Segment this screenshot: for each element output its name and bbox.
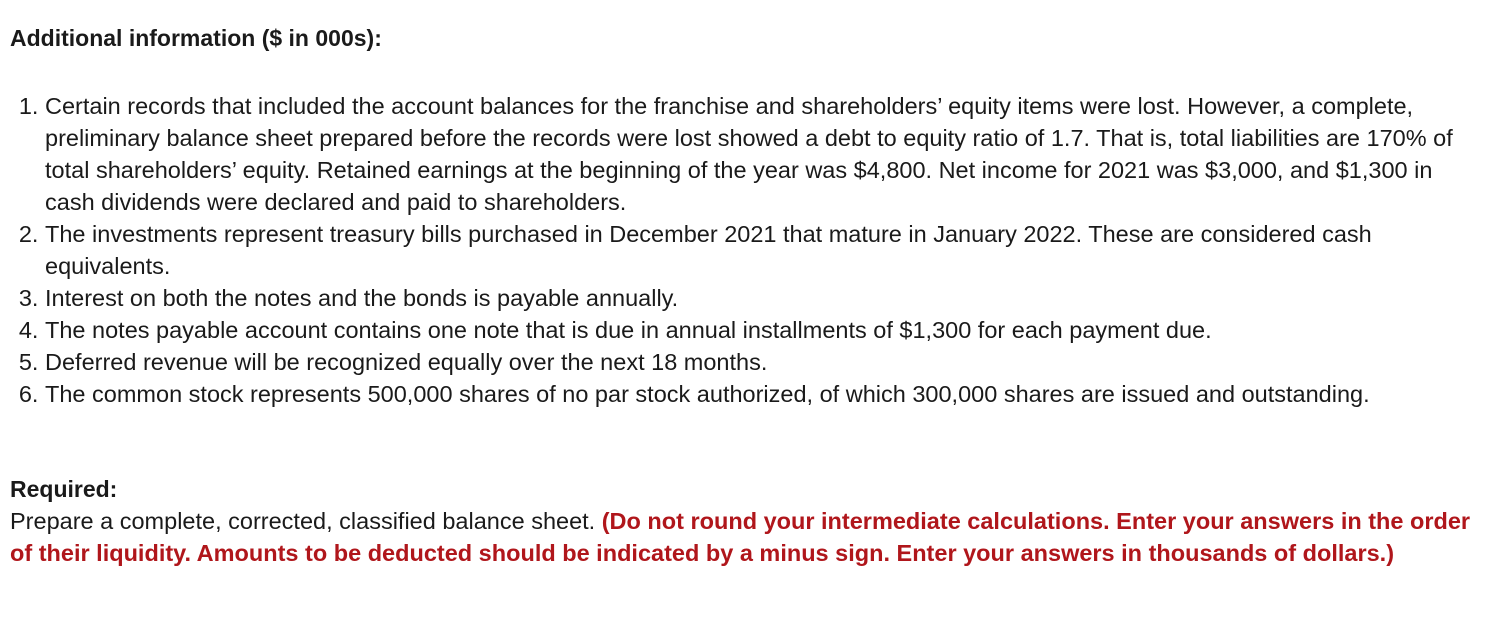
list-item: 2. The investments represent treasury bills purchased in December 2021 that mature in January 2022. These are considered cash equivalents. [45, 218, 1488, 282]
additional-info-heading: Additional information ($ in 000s): [10, 25, 382, 51]
list-item: 4. The notes payable account contains one note that is due in annual installments of $1,300 for each payment due. [45, 314, 1488, 346]
list-item: 3. Interest on both the notes and the bonds is payable annually. [45, 282, 1488, 314]
list-item: 1. Certain records that included the account balances for the franchise and shareholders’ equity items were lost. However, a complete, preliminary balance sheet prepared before the records were lost showed a debt to equity ratio of 1.7. That is, total liabilities are 170% of total shareholders’ equity. Retained earnings at the beginning of the year was $4,800. Net income for 2021 was $3,000, and $1,300 in cash dividends were declared and paid to shareholders. [45, 90, 1488, 218]
required-section [10, 473, 1488, 569]
required-label: Required: [10, 476, 118, 502]
required-instructions: (Do not round your intermediate calculations. Enter your answers in the order of their liquidity. Amounts to be deducted should be indicated by a minus sign. Enter your answers in thousands of dollars.) [10, 508, 1471, 566]
required-text [10, 505, 1488, 569]
required-prompt: Prepare a complete, corrected, classified balance sheet. [10, 508, 602, 534]
list-item: 5. Deferred revenue will be recognized equally over the next 18 months. [45, 346, 1488, 378]
list-item: 6. The common stock represents 500,000 shares of no par stock authorized, of which 300,000 shares are issued and outstanding. [45, 378, 1488, 410]
additional-info-list [10, 90, 1488, 410]
